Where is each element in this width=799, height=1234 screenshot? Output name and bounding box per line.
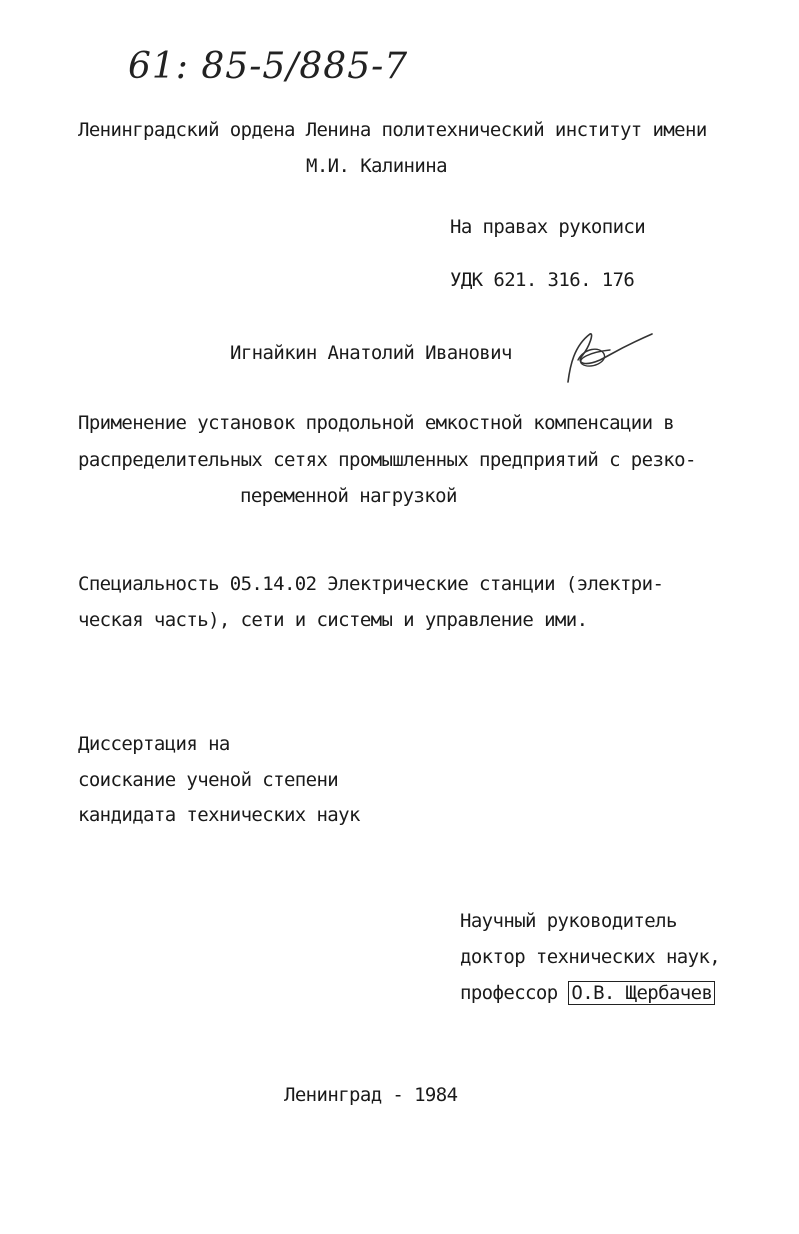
supervisor-line-2: доктор технических наук, — [460, 946, 721, 968]
dissertation-line-2: соискание ученой степени — [78, 769, 339, 791]
supervisor-line-3 — [460, 981, 715, 1005]
place-year: Ленинград - 1984 — [284, 1084, 458, 1106]
institution-line-2: М.И. Калинина — [306, 155, 447, 177]
author-name: Игнайкин Анатолий Иванович — [230, 342, 512, 364]
udk-code: УДК 621. 316. 176 — [450, 269, 635, 291]
rights-notice: На правах рукописи — [450, 216, 646, 238]
dissertation-line-1: Диссертация на — [78, 733, 230, 755]
title-line-1: Применение установок продольной емкостной компенсации в — [78, 412, 675, 434]
specialty-line-2: ческая часть), сети и системы и управление ими. — [78, 609, 588, 631]
supervisor-line-1: Научный руководитель — [460, 910, 677, 932]
supervisor-title: профессор — [460, 982, 558, 1004]
signature-icon — [560, 326, 660, 386]
specialty-line-1: Специальность 05.14.02 Электрические станции (электри- — [78, 573, 664, 595]
dissertation-line-3: кандидата технических наук — [78, 804, 360, 826]
title-line-3: переменной нагрузкой — [240, 485, 457, 507]
archive-stamp: 61: 85-5/885-7 — [128, 46, 409, 87]
title-line-2: распределительных сетях промышленных предприятий с резко- — [78, 449, 696, 471]
supervisor-name: О.В. Щербачев — [568, 981, 715, 1005]
institution-line-1: Ленинградский ордена Ленина политехнический институт имени — [78, 119, 707, 141]
